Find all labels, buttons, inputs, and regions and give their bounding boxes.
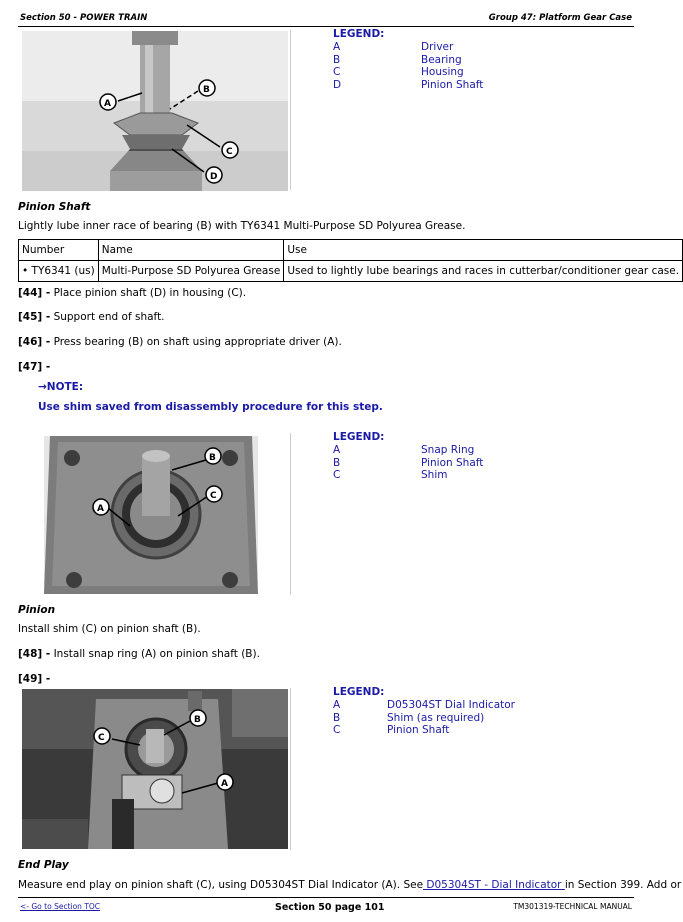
legend-desc: Pinion Shaft: [421, 456, 484, 469]
step-47: [18, 361, 50, 373]
step-number: [46] -: [18, 336, 51, 348]
legend-row: [333, 79, 633, 92]
step-number: [44] -: [18, 287, 51, 299]
legend-figure-2: [333, 431, 633, 482]
step-number: [49] -: [18, 673, 51, 685]
legend-letter: A: [333, 41, 341, 53]
table-cell: • TY6341 (us): [19, 261, 99, 282]
table-header-cell: Number: [19, 240, 99, 261]
heading-pinion: Pinion: [18, 604, 56, 616]
figure-snap-ring: [44, 436, 258, 594]
pinion-instruction: Install shim (C) on pinion shaft (B).: [18, 623, 201, 635]
legend-row: [333, 457, 633, 470]
end-play-instruction: [18, 879, 681, 891]
callout-label: C: [210, 491, 217, 501]
figure-pinion-shaft-press: [22, 31, 288, 191]
manual-id: TM301319-TECHNICAL MANUAL: [513, 902, 632, 911]
callout-label: A: [104, 99, 111, 109]
page-header: [18, 11, 634, 27]
legend-title: LEGEND:: [333, 28, 385, 40]
callout-label: B: [203, 85, 210, 95]
table-cell: Used to lightly lube bearings and races in cutterbar/conditioner gear case.: [284, 261, 683, 282]
legend-letter: C: [333, 724, 341, 737]
end-play-text: Measure end play on pinion shaft (C), using D05304ST Dial Indicator (A). See: [18, 879, 424, 891]
step-text: Install snap ring (A) on pinion shaft (B).: [50, 648, 260, 660]
table-header-cell: Name: [98, 240, 284, 261]
legend-desc: Shim (as required): [387, 711, 485, 724]
divider: [290, 30, 291, 190]
legend-desc: Snap Ring: [421, 444, 475, 456]
step-text: Place pinion shaft (D) in housing (C).: [50, 287, 247, 299]
dial-indicator-link[interactable]: D05304ST - Dial Indicator: [423, 879, 565, 891]
pinion-shaft-instruction: Lightly lube inner race of bearing (B) with TY6341 Multi-Purpose SD Polyurea Grease.: [18, 220, 466, 232]
legend-figure-1: [333, 28, 633, 92]
callout-label: D: [210, 172, 218, 182]
legend-row: [333, 41, 633, 54]
page-number: Section 50 page 101: [275, 902, 385, 913]
legend-row: [333, 54, 633, 67]
section-toc-link[interactable]: <- Go to Section TOC: [20, 902, 101, 911]
legend-row: [333, 469, 633, 482]
legend-letter: B: [333, 456, 341, 469]
step-number: [47] -: [18, 361, 51, 373]
group-title: Group 47: Platform Gear Case: [488, 13, 632, 23]
step-45: [18, 311, 165, 323]
legend-title: LEGEND:: [333, 686, 385, 698]
legend-desc: D05304ST Dial Indicator: [387, 699, 515, 711]
step-48: [18, 648, 260, 660]
table-header-row: [19, 240, 683, 261]
figure-dial-indicator: [22, 689, 288, 849]
step-number: [48] -: [18, 648, 51, 660]
heading-pinion-shaft: Pinion Shaft: [18, 201, 91, 213]
legend-title: LEGEND:: [333, 431, 385, 443]
table-cell: Multi-Purpose SD Polyurea Grease: [98, 261, 284, 282]
callout-label: A: [97, 504, 104, 514]
legend-letter: C: [333, 469, 341, 482]
note-label: →NOTE:: [38, 381, 84, 393]
callout-label: B: [209, 453, 216, 463]
legend-desc: Pinion Shaft: [421, 79, 484, 92]
legend-letter: A: [333, 699, 341, 711]
legend-letter: B: [333, 53, 341, 66]
legend-letter: C: [333, 66, 341, 79]
callout-label: A: [221, 779, 228, 789]
legend-desc: Pinion Shaft: [387, 724, 450, 737]
legend-desc: Housing: [421, 66, 464, 79]
callout-label: C: [98, 733, 105, 743]
callout-label: B: [194, 715, 201, 725]
legend-letter: D: [333, 79, 342, 92]
parts-table: [18, 239, 683, 282]
step-number: [45] -: [18, 311, 51, 323]
legend-row: [333, 724, 633, 737]
divider: [290, 688, 291, 850]
section-title: Section 50 - POWER TRAIN: [20, 13, 148, 23]
legend-row: [333, 66, 633, 79]
legend-desc: Driver: [421, 41, 454, 53]
legend-desc: Bearing: [421, 53, 462, 66]
legend-letter: B: [333, 711, 341, 724]
divider: [290, 433, 291, 595]
legend-letter: A: [333, 444, 341, 456]
step-46: [18, 336, 342, 348]
page-footer: [18, 897, 634, 913]
table-header-cell: Use: [284, 240, 683, 261]
callout-label: C: [226, 147, 233, 157]
step-49: [18, 673, 50, 685]
step-text: Press bearing (B) on shaft using appropriate driver (A).: [50, 336, 342, 348]
legend-row: [333, 699, 633, 712]
legend-figure-3: [333, 686, 633, 737]
legend-row: [333, 712, 633, 725]
end-play-text-after: in Section 399. Add or: [564, 879, 682, 891]
step-text: Support end of shaft.: [50, 311, 165, 323]
legend-row: [333, 444, 633, 457]
table-row: [19, 261, 683, 282]
note-text: Use shim saved from disassembly procedure for this step.: [38, 401, 383, 413]
heading-end-play: End Play: [18, 859, 69, 871]
legend-desc: Shim: [421, 469, 448, 482]
step-44: [18, 287, 246, 299]
